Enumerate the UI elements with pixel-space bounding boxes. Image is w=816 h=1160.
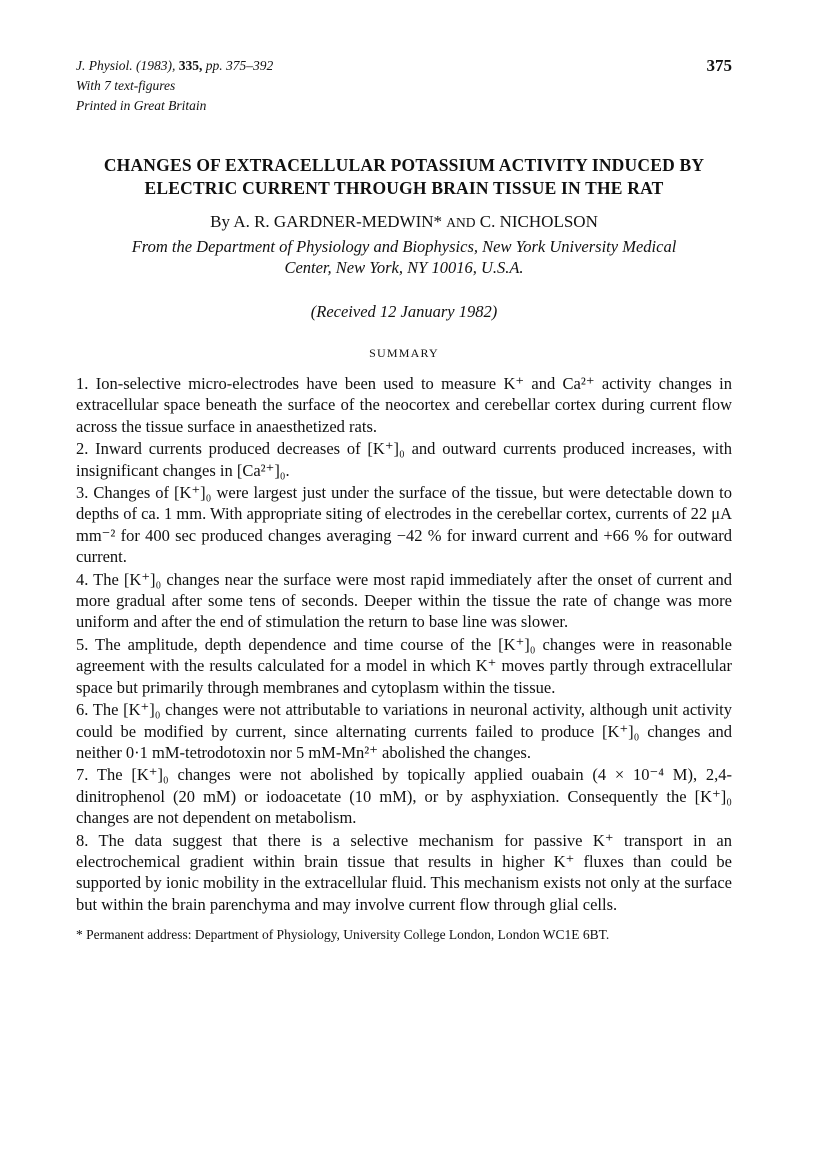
article-page bbox=[76, 56, 732, 944]
citation-pages: pp. 375–392 bbox=[205, 58, 274, 73]
and-label: AND bbox=[446, 215, 476, 230]
affiliation-line-1: From the Department of Physiology and Biophysics, New York University Medical bbox=[131, 237, 677, 256]
footnote: * Permanent address: Department of Physiology, University College London, London WC1E 6BT. bbox=[76, 927, 610, 943]
citation-volume: 335, bbox=[178, 58, 203, 73]
summary-paragraph-6: 6. The [K⁺]₀ changes were not attributable to variations in neuronal activity, although unit activity could be modified by current, since alternating currents failed to produce [K⁺]₀ changes and neither 0·1 mM-tetrodotoxin nor 5 mM-Mn²⁺ abolished the changes. bbox=[76, 700, 732, 762]
citation-year: (1983), bbox=[136, 58, 176, 73]
received-date: (Received 12 January 1982) bbox=[310, 302, 498, 321]
summary-paragraph-4: 4. The [K⁺]₀ changes near the surface were most rapid immediately after the onset of current and more gradual after some tens of seconds. Deeper within the tissue the rate of change was more uniform and after the end of stimulation the return to base line was slower. bbox=[76, 569, 732, 632]
title-line-2: ELECTRIC CURRENT THROUGH BRAIN TISSUE IN THE RAT bbox=[144, 178, 664, 198]
summary-paragraph-1: 1. Ion-selective micro-electrodes have been used to measure K⁺ and Ca²⁺ activity changes in extracellular space beneath the surface of the neocortex and cerebellar cortex during current flow across the tissue surface in anaesthetized rats. bbox=[76, 374, 732, 436]
summary-paragraph-5: 5. The amplitude, depth dependence and time course of the [K⁺]₀ changes were in reasonable agreement with the results calculated for a model in which K⁺ moves partly through extracellular space but primarily through membranes and cytoplasm within the tissue. bbox=[76, 634, 732, 697]
page-number: 375 bbox=[706, 56, 732, 75]
summary-paragraph-8: 8. The data suggest that there is a selective mechanism for passive K⁺ transport in an electrochemical gradient within brain tissue that results in higher K⁺ fluxes than could be supported by ionic mobility in the extracellular fluid. This mechanism exists not only at the surface but within the brain parenchyma and may involve current flow through glial cells. bbox=[76, 830, 732, 914]
author-line bbox=[76, 211, 732, 234]
title-line-1: CHANGES OF EXTRACELLULAR POTASSIUM ACTIVITY INDUCED BY bbox=[103, 155, 705, 175]
summary-paragraph-3: 3. Changes of [K⁺]₀ were largest just under the surface of the tissue, but were detectable down to depths of ca. 1 mm. With appropriate siting of electrodes in the cerebellar cortex, currents of 22 μA mm⁻² for 400 sec produced changes averaging −42 % for inward current and +66 % for outward current. bbox=[76, 483, 732, 567]
affiliation bbox=[76, 236, 732, 278]
summary-paragraph-2: 2. Inward currents produced decreases of [K⁺]₀ and outward currents produced increases, with insignificant changes in [Ca²⁺]₀. bbox=[76, 439, 732, 480]
summary-section bbox=[76, 373, 732, 915]
author-1: A. R. GARDNER-MEDWIN* bbox=[233, 212, 443, 231]
page-header bbox=[76, 56, 732, 120]
author-2: C. NICHOLSON bbox=[479, 212, 598, 231]
summary-paragraph-7: 7. The [K⁺]₀ changes were not abolished by topically applied ouabain (4 × 10⁻⁴ M), 2,4-dinitrophenol (20 mM) or iodoacetate (10 mM), or by asphyxiation. Consequently the [K⁺]₀ changes are not dependent on metabolism. bbox=[76, 765, 732, 828]
article-title bbox=[76, 154, 732, 200]
figures-note: With 7 text-figures bbox=[76, 78, 176, 93]
affiliation-line-2: Center, New York, NY 10016, U.S.A. bbox=[284, 258, 524, 277]
citation-journal: J. Physiol. bbox=[76, 58, 133, 73]
by-label: By bbox=[210, 212, 230, 231]
printed-note: Printed in Great Britain bbox=[76, 98, 207, 113]
journal-citation bbox=[76, 56, 732, 76]
summary-heading: SUMMARY bbox=[369, 346, 439, 360]
